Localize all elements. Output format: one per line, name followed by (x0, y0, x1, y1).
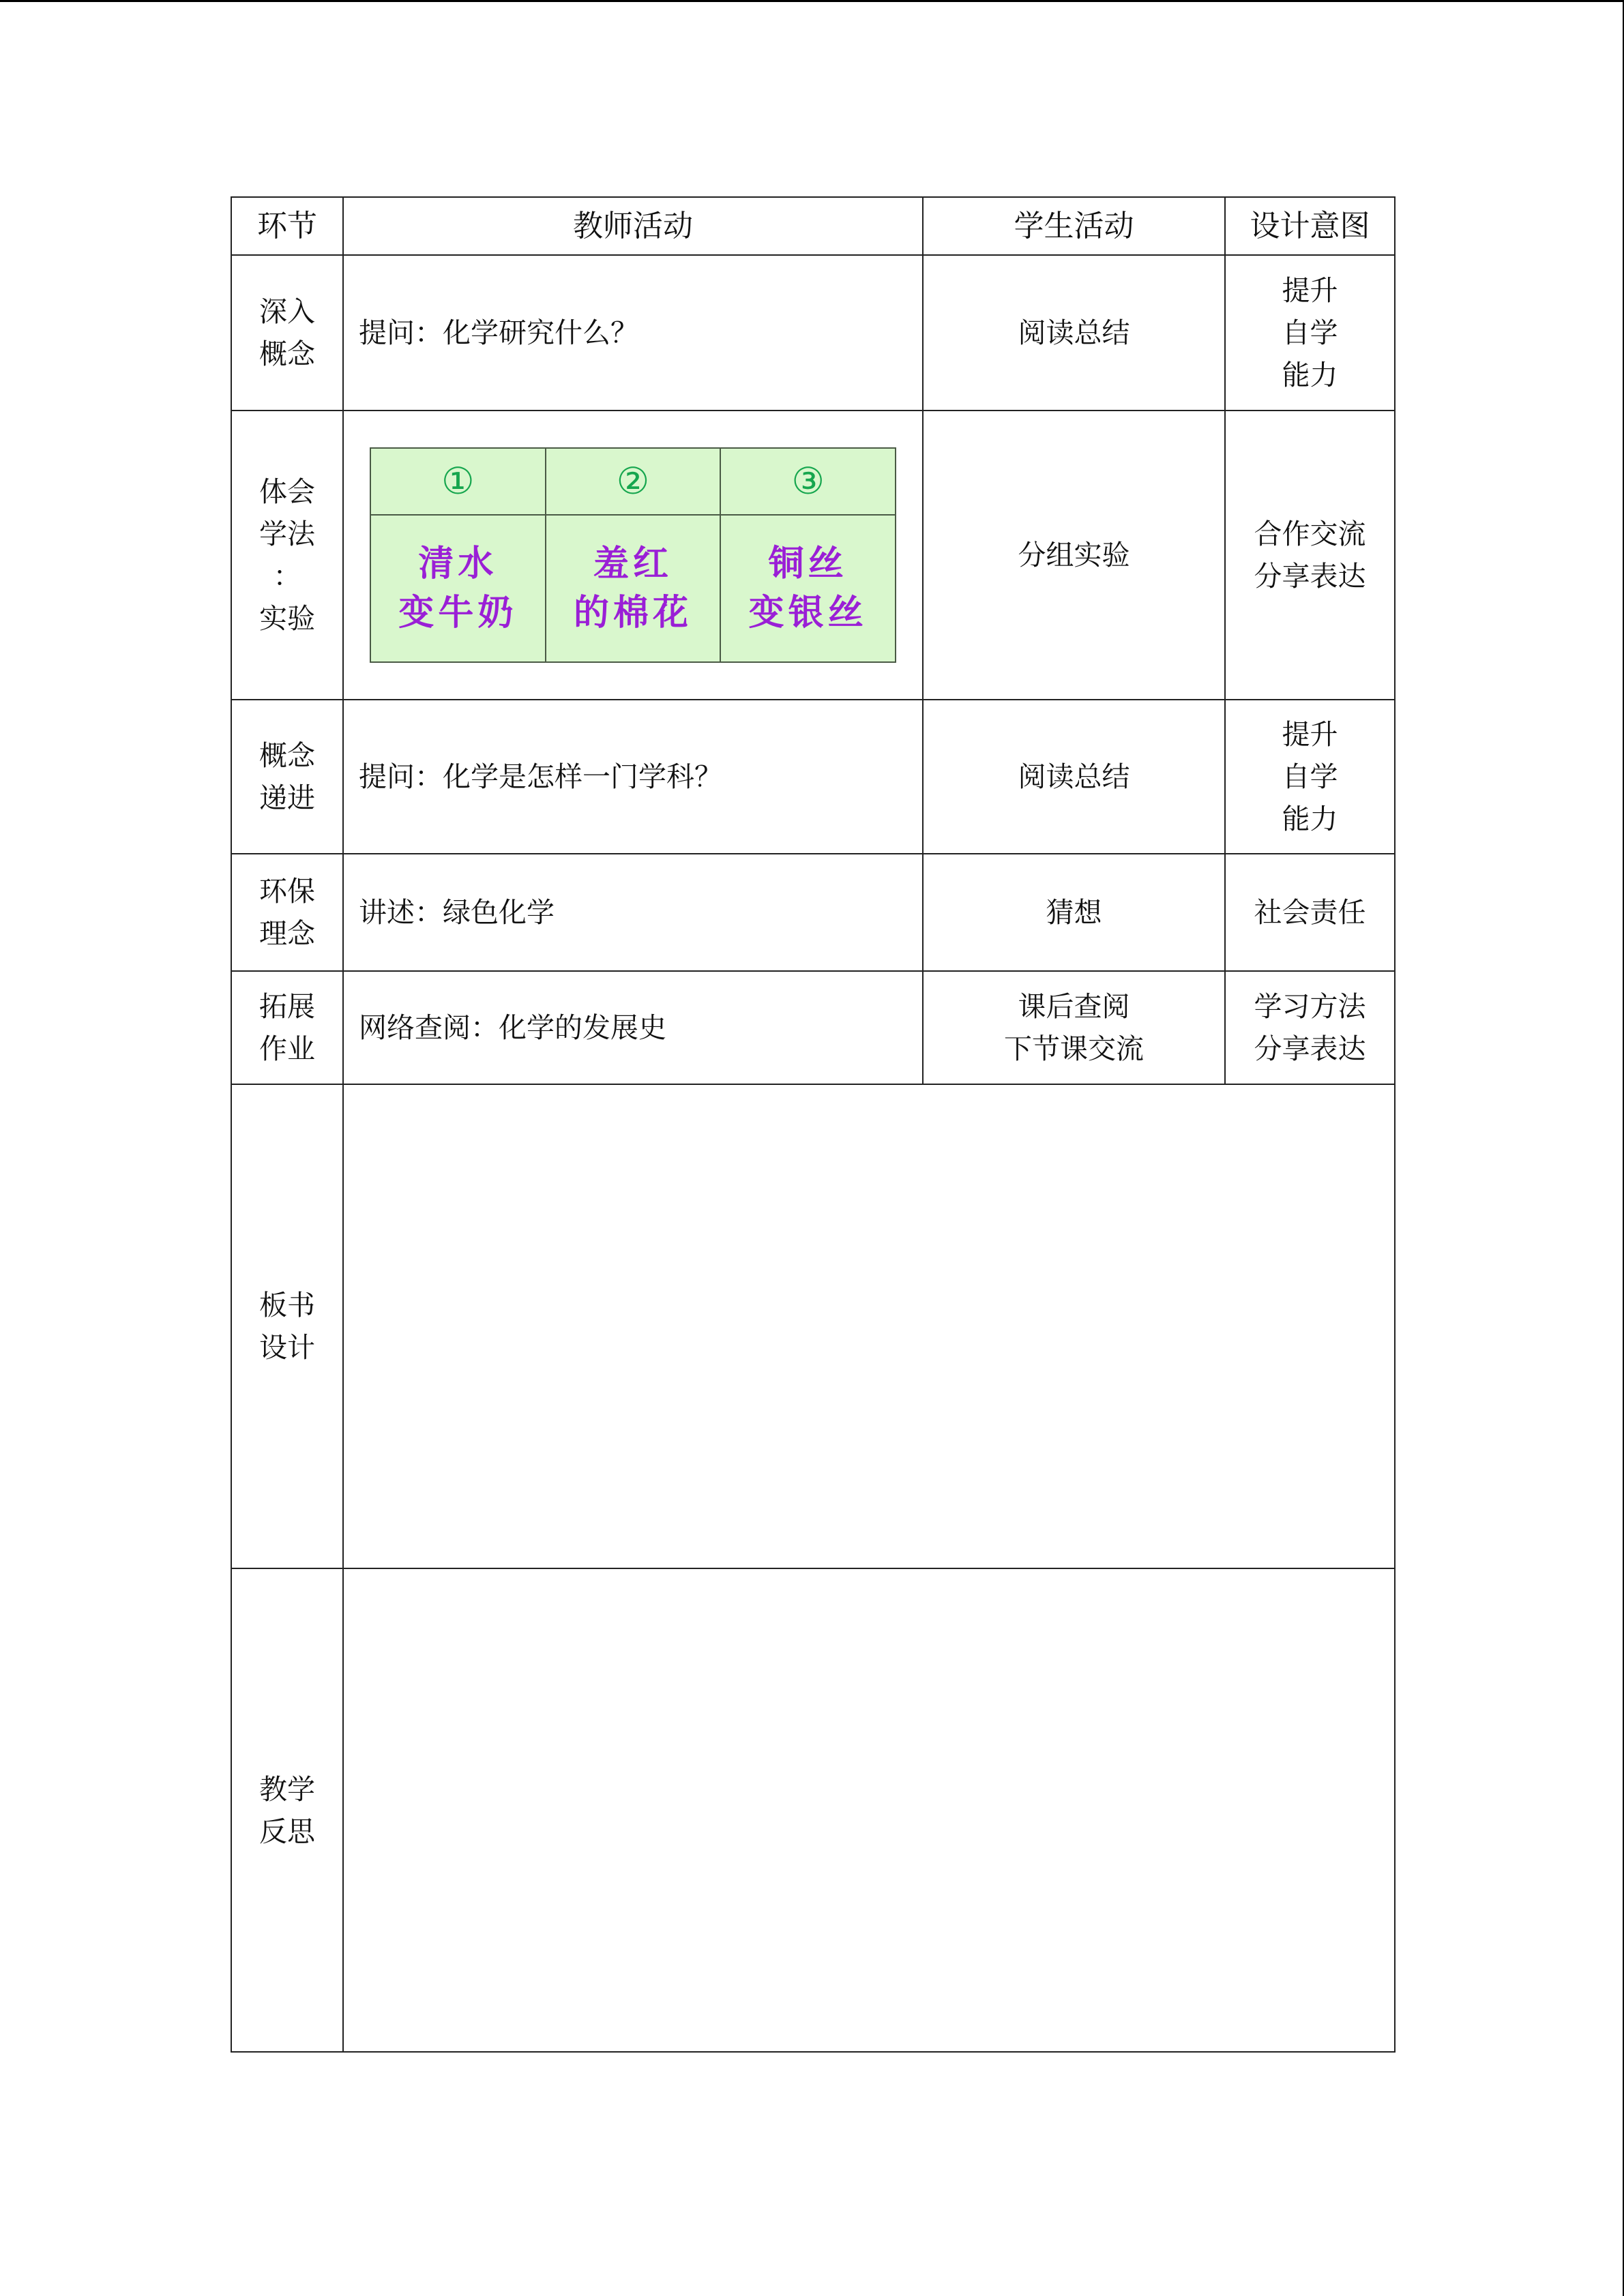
table-row (231, 854, 1395, 971)
teacher-activity-cell: 提问：化学是怎样一门学科？ (343, 700, 923, 854)
stage-cell: 板书 设计 (231, 1084, 343, 1568)
design-intent-cell: 学习方法 分享表达 (1225, 971, 1395, 1084)
design-intent-cell: 合作交流 分享表达 (1225, 411, 1395, 700)
stage-cell: 深入 概念 (231, 255, 343, 411)
stage-cell: 拓展 作业 (231, 971, 343, 1084)
header-stage: 环节 (231, 197, 343, 255)
experiment-name: 清水 变牛奶 (370, 515, 546, 662)
experiment-number: ③ (720, 448, 896, 515)
design-intent-cell: 社会责任 (1225, 854, 1395, 971)
teacher-activity-cell (343, 411, 923, 700)
table-row (231, 411, 1395, 700)
stage-cell: 教学 反思 (231, 1568, 343, 2052)
design-intent-cell: 提升 自学 能力 (1225, 700, 1395, 854)
header-design-intent: 设计意图 (1225, 197, 1395, 255)
student-activity-cell: 猜想 (923, 854, 1225, 971)
student-activity-cell: 课后查阅 下节课交流 (923, 971, 1225, 1084)
experiment-name: 羞红 的棉花 (546, 515, 721, 662)
board-design-area (343, 1084, 1395, 1568)
teacher-activity-cell: 讲述：绿色化学 (343, 854, 923, 971)
header-student-activity: 学生活动 (923, 197, 1225, 255)
teaching-reflection-area (343, 1568, 1395, 2052)
stage-cell: 概念 递进 (231, 700, 343, 854)
experiment-number: ② (546, 448, 721, 515)
table-row (231, 700, 1395, 854)
experiment-table (370, 447, 896, 663)
table-row (231, 1568, 1395, 2052)
page-top-border (0, 0, 1624, 2)
student-activity-cell: 阅读总结 (923, 255, 1225, 411)
stage-cell: 体会 学法 ： 实验 (231, 411, 343, 700)
table-row (231, 1084, 1395, 1568)
table-row (231, 971, 1395, 1084)
student-activity-cell: 分组实验 (923, 411, 1225, 700)
table-row (231, 255, 1395, 411)
teacher-activity-cell: 网络查阅：化学的发展史 (343, 971, 923, 1084)
stage-cell: 环保 理念 (231, 854, 343, 971)
header-row (231, 197, 1395, 255)
experiment-name: 铜丝 变银丝 (720, 515, 896, 662)
header-teacher-activity: 教师活动 (343, 197, 923, 255)
teacher-activity-cell: 提问：化学研究什么？ (343, 255, 923, 411)
student-activity-cell: 阅读总结 (923, 700, 1225, 854)
experiment-number: ① (370, 448, 546, 515)
design-intent-cell: 提升 自学 能力 (1225, 255, 1395, 411)
lesson-plan-table (231, 196, 1396, 2053)
